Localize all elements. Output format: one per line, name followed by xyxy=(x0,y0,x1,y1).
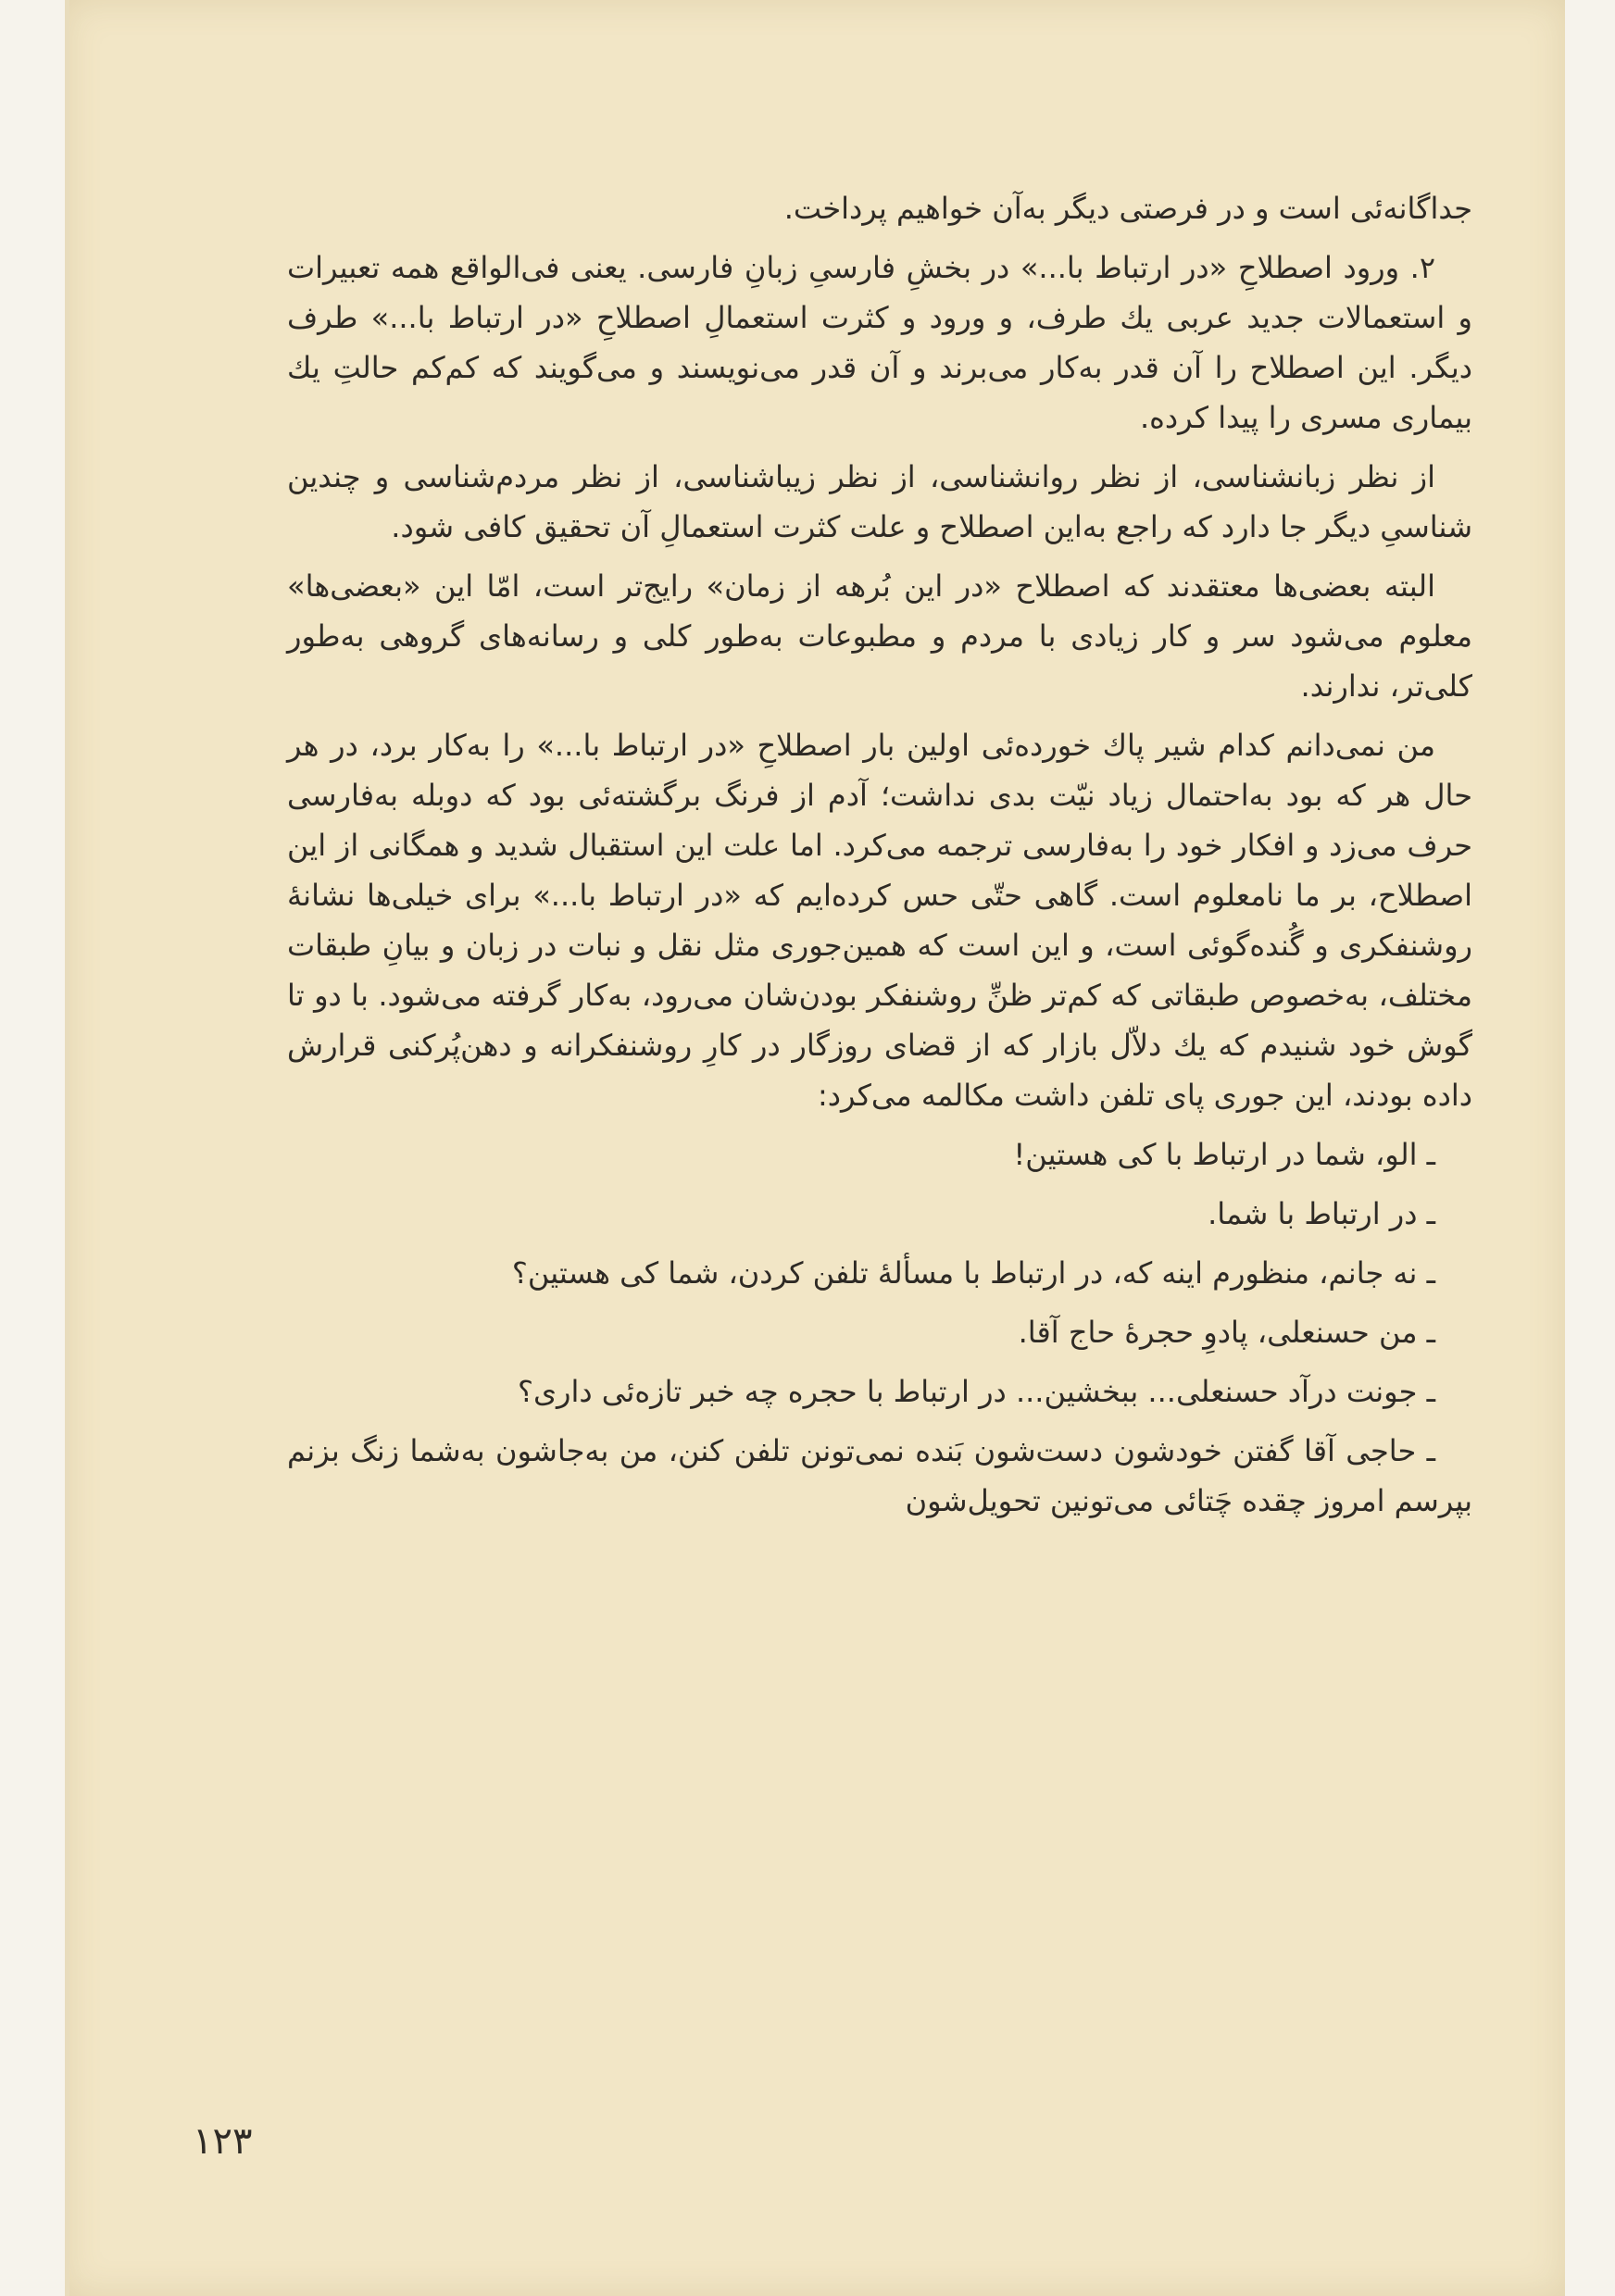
paragraph: از نظر زبانشناسی، از نظر روانشناسی، از نظر زیباشناسی، از نظر مردم‌شناسی و چندین شناسیِ دیگر جا دارد که راجع به‌این اصطلاح و علت کثرت استعمالِ آن تحقیق کافی شود. xyxy=(287,459,1472,544)
paragraph: البته بعضی‌ها معتقدند که اصطلاح «در این بُرهه از زمان» رایج‌تر است، امّا این «بعضی‌ها» معلوم می‌شود سر و کار زیادی با مردم و مطبوعات به‌طور کلی و رسانه‌های گروهی به‌طور کلی‌تر، ندارند. xyxy=(287,568,1472,704)
page-edge xyxy=(65,0,69,2296)
dialogue-line: ـ من حسنعلی، پادوِ حجرهٔ حاج آقا. xyxy=(1018,1315,1435,1350)
paragraph: جداگانه‌ئی است و در فرصتی دیگر به‌آن خواهیم پرداخت. xyxy=(783,191,1472,226)
dialogue-line: ـ الو، شما در ارتباط با کی هستین! xyxy=(1013,1137,1435,1172)
dialogue-line: ـ نه جانم، منظورم اینه که، در ارتباط با مسألهٔ تلفن کردن، شما کی هستین؟ xyxy=(511,1255,1435,1291)
book-page xyxy=(65,0,1565,2296)
paragraph: ۲. ورود اصطلاحِ «در ارتباط با...» در بخشِ فارسیِ زبانِ فارسی. یعنی فی‌الواقع همه تعبیرات و استعمالات جدید عربی یك طرف، و ورود و کثرت استعمالِ اصطلاحِ «در ارتباط با...» طرف دیگر. این اصطلاح را آن قدر به‌کار می‌برند و آن قدر می‌نویسند و می‌گویند که کم‌کم حالتِ یك بیماری مسری را پیدا کرده. xyxy=(287,250,1472,435)
paragraph: من نمی‌دانم کدام شیر پاك خورده‌ئی اولین بار اصطلاحِ «در ارتباط با...» را به‌کار برد، در هر حال هر که بود به‌احتمال زیاد نیّت بدی نداشت؛ آدم از فرنگ برگشته‌ئی بود که دوبله به‌فارسی حرف می‌زد و افکار خود را به‌فارسی ترجمه می‌کرد. اما علت این استقبال شدید و همگانی از این اصطلاح، بر ما نامعلوم است. گاهی حتّی حس کرده‌ایم که «در ارتباط با...» برای خیلی‌ها نشانهٔ روشنفکری و گُنده‌گوئی است، و این است که همین‌جوری مثل نقل و نبات در زبان و بیانِ طبقات مختلف، به‌خصوص طبقاتی که کم‌تر ظنِّ روشنفکر بودن‌شان می‌رود، به‌کار گرفته می‌شود. با دو تا گوش خود شنیدم که یك دلاّل بازار که از قضای روزگار در کارِ روشنفکرانه و دهن‌پُرکنی قرارش داده بودند، این جوری پای تلفن داشت مکالمه می‌کرد: xyxy=(287,728,1472,1113)
page-number: ۱۲۳ xyxy=(193,2120,253,2163)
dialogue-line: ـ در ارتباط با شما. xyxy=(1208,1196,1435,1231)
dialogue-line: ـ حاجی آقا گفتن خودشون دست‌شون بَنده نمی‌تونن تلفن کنن، من به‌جاشون به‌شما زنگ بزنم بپرسم امروز چقده چَتائی می‌تونین تحویل‌شون xyxy=(287,1433,1472,1518)
dialogue-line: ـ جونت درآد حسنعلی... ببخشین... در ارتباط با حجره چه خبر تازه‌ئی داری؟ xyxy=(518,1374,1435,1409)
page-body xyxy=(287,183,1472,1535)
